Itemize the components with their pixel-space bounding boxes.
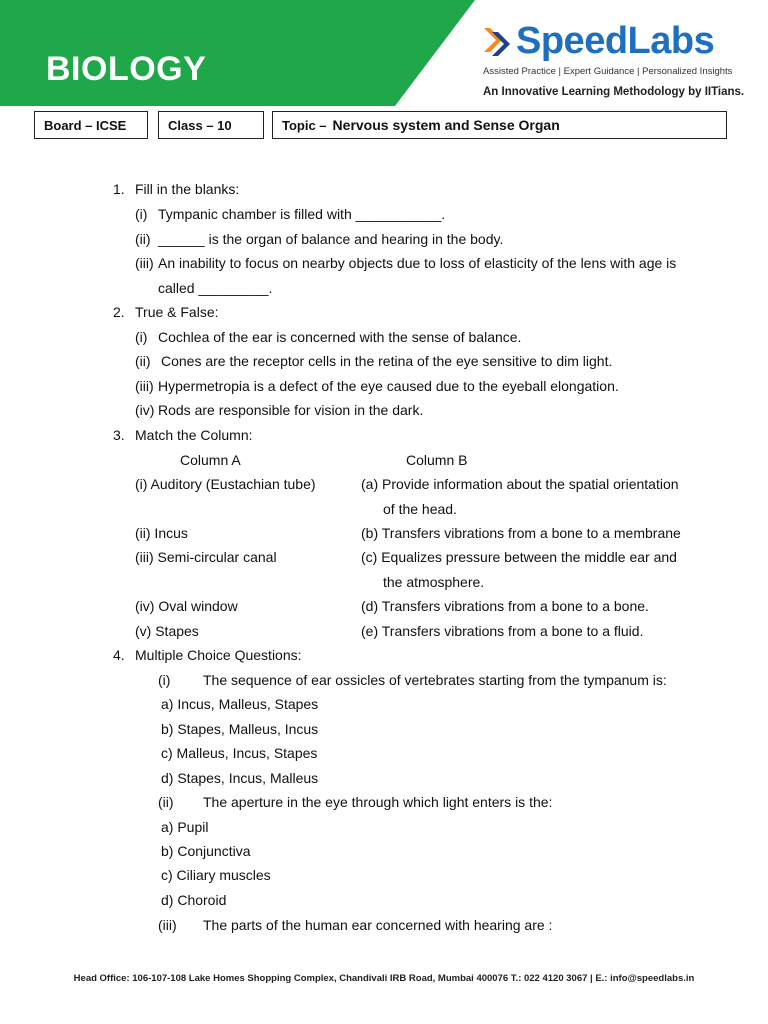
mcq-option: a) Pupil [161,819,209,835]
q2-item-label: (iv) [135,402,155,418]
mcq-option: c) Malleus, Incus, Stapes [161,745,318,761]
board-box [34,111,148,139]
class-box [158,111,264,139]
q1-item-label: (iii) [135,255,154,271]
q2-item-text: Hypermetropia is a defect of the eye caused due to the eyeball elongation. [158,378,619,394]
column-b-item: (d) Transfers vibrations from a bone to a bone. [361,598,649,614]
mcq-option: b) Stapes, Malleus, Incus [161,721,319,737]
mcq-label: (iii) [158,917,177,933]
q2-title: True & False: [135,304,219,320]
q1-item-text-continued: called _________. [158,280,273,296]
q1-number: 1. [113,181,125,197]
mcq-option: a) Incus, Malleus, Stapes [161,696,319,712]
mcq-question: The parts of the human ear concerned with hearing are : [203,917,553,933]
footer-address: Head Office: 106-107-108 Lake Homes Shopping Complex, Chandivali IRB Road, Mumbai 400076 T.: 022 4120 3067 | E.: info@speedlabs.in [73,973,695,984]
column-a-item: (iii) Semi-circular canal [135,549,277,565]
q1-item-text: An inability to focus on nearby objects due to loss of elasticity of the lens with age is [158,255,677,271]
q2-item-label: (i) [135,329,148,345]
logo-mark-icon [482,22,512,62]
mcq-option: d) Choroid [161,892,227,908]
column-b-item: (a) Provide information about the spatial orientation [361,476,679,492]
q4-number: 4. [113,647,125,663]
column-b-header: Column B [406,452,468,468]
column-a-item: (v) Stapes [135,623,199,639]
subject-title: BIOLOGY [46,50,207,88]
q4-title: Multiple Choice Questions: [135,647,302,663]
brand-methodology: An Innovative Learning Methodology by IITians. [483,86,745,98]
column-b-item: (e) Transfers vibrations from a bone to a fluid. [361,623,644,639]
speedlabs-logo [482,20,714,63]
q1-item-label: (i) [135,206,148,222]
mcq-question: The aperture in the eye through which light enters is the: [203,794,553,810]
mcq-label: (i) [158,672,171,688]
q3-number: 3. [113,427,125,443]
column-a-item: (i) Auditory (Eustachian tube) [135,476,316,492]
brand-name: SpeedLabs [516,20,715,62]
mcq-option: d) Stapes, Incus, Malleus [161,770,319,786]
mcq-question: The sequence of ear ossicles of vertebrates starting from the tympanum is: [203,672,667,688]
column-a-item: (iv) Oval window [135,598,238,614]
q1-item-text: ______ is the organ of balance and hearing in the body. [158,231,504,247]
q2-number: 2. [113,304,125,320]
topic-label: Topic – [282,117,327,133]
q1-item-label: (ii) [135,231,151,247]
column-b-item: (b) Transfers vibrations from a bone to a membrane [361,525,681,541]
mcq-option: c) Ciliary muscles [161,867,271,883]
mcq-label: (ii) [158,794,174,810]
column-b-item-continued: of the head. [383,501,457,517]
q1-item-text: Tympanic chamber is filled with ___________. [158,206,446,222]
q2-item-text: Rods are responsible for vision in the dark. [158,402,424,418]
brand-tagline: Assisted Practice | Expert Guidance | Personalized Insights [483,66,733,77]
q2-item-text: Cochlea of the ear is concerned with the sense of balance. [158,329,522,345]
q3-title: Match the Column: [135,427,253,443]
q2-item-text: Cones are the receptor cells in the retina of the eye sensitive to dim light. [161,353,613,369]
topic-box [272,111,727,139]
q2-item-label: (ii) [135,353,151,369]
q2-item-label: (iii) [135,378,154,394]
class-label: Class – 10 [168,117,232,133]
column-a-item: (ii) Incus [135,525,188,541]
column-b-item: (c) Equalizes pressure between the middle ear and [361,549,677,565]
column-a-header: Column A [180,452,241,468]
q1-title: Fill in the blanks: [135,181,240,197]
topic-value: Nervous system and Sense Organ [332,117,560,133]
board-label: Board – ICSE [44,117,127,133]
column-b-item-continued: the atmosphere. [383,574,485,590]
mcq-option: b) Conjunctiva [161,843,251,859]
